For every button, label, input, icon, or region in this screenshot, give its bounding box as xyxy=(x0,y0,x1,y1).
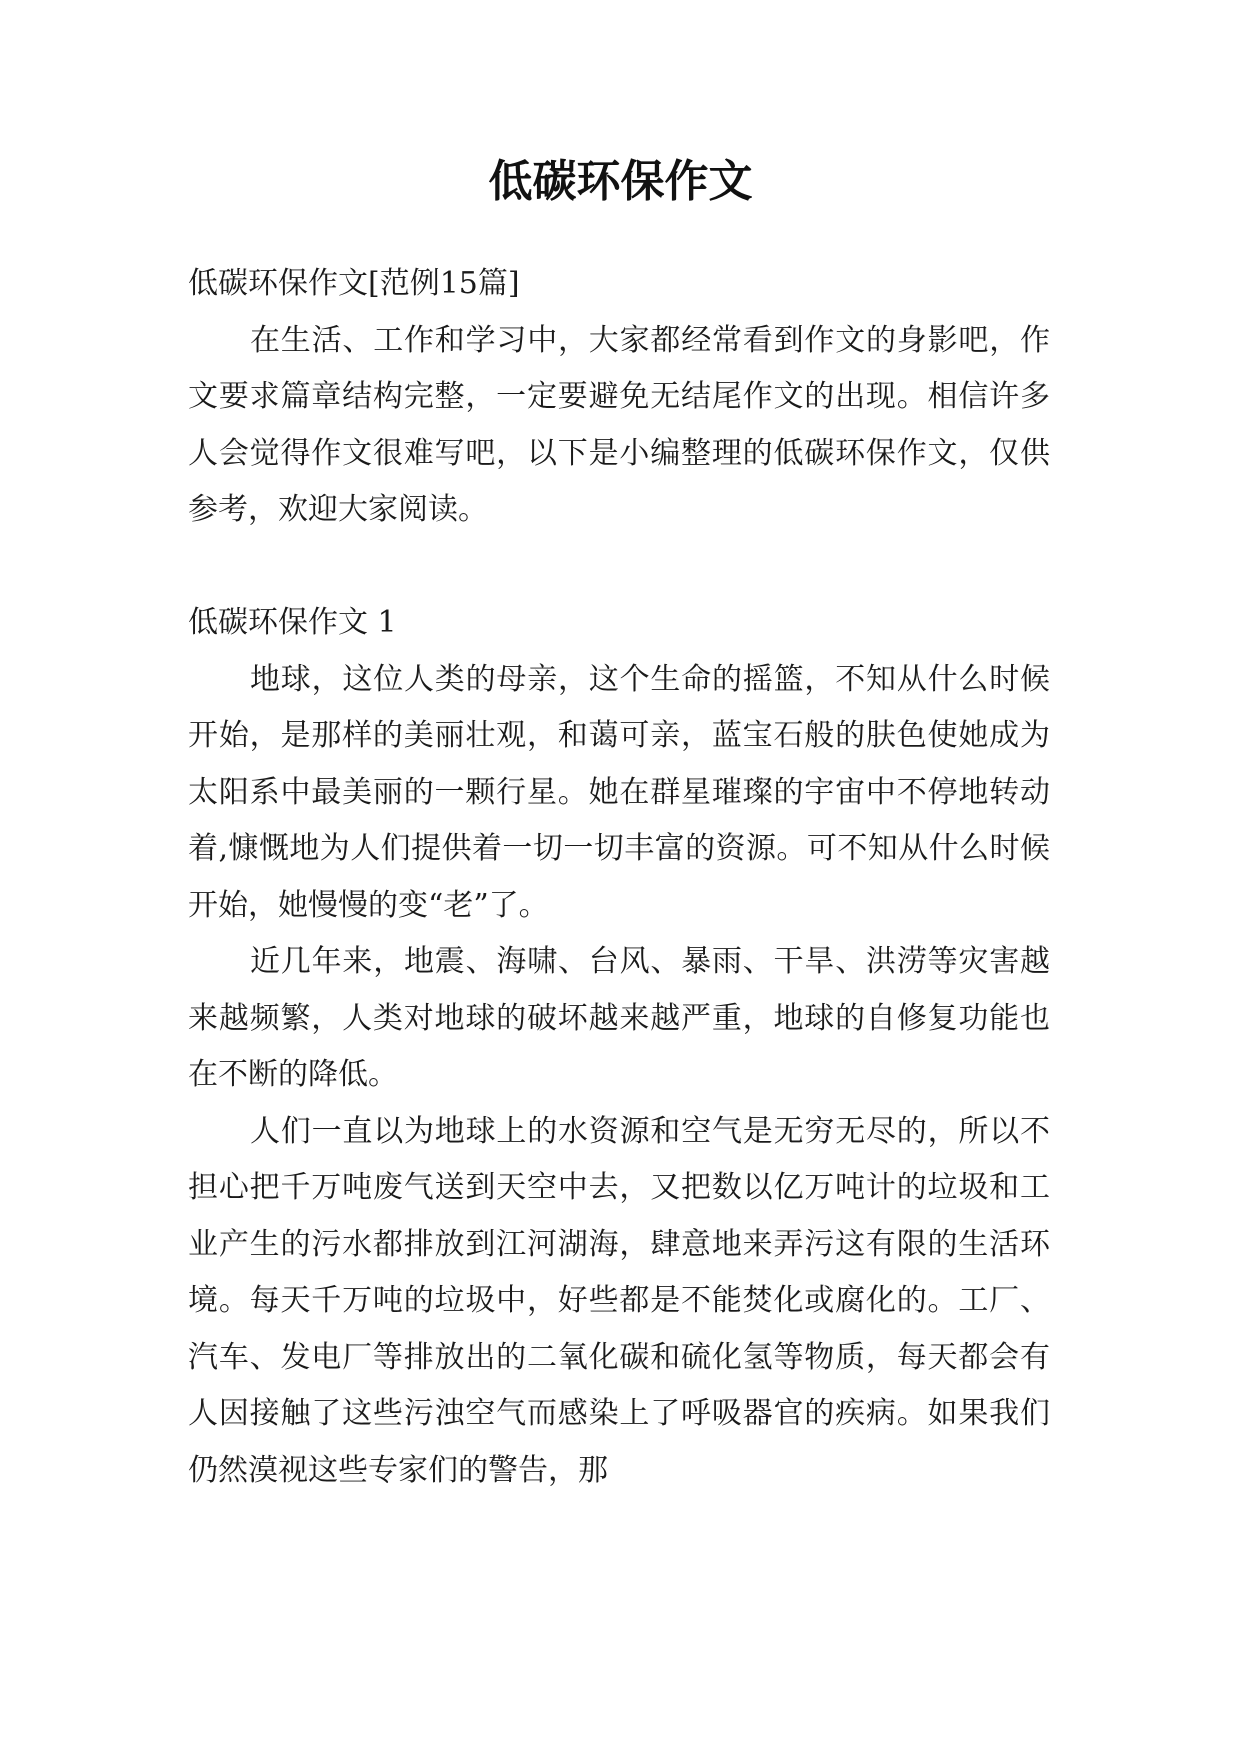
section-spacer xyxy=(188,539,1050,596)
document-title: 低碳环保作文 xyxy=(488,156,753,207)
document-subtitle: 低碳环保作文[范例15篇] xyxy=(188,266,520,301)
document-body xyxy=(188,256,1050,1499)
body-paragraph-1: 地球，这位人类的母亲，这个生命的摇篮，不知从什么时候开始，是那样的美丽壮观，和蔼可亲，蓝宝石般的肤色使她成为太阳系中最美丽的一颗行星。她在群星璀璨的宇宙中不停地转动着,慷慨地为人们提供着一切一切丰富的资源。可不知从什么时候开始，她慢慢的变“老”了。 xyxy=(188,661,1050,923)
body-paragraph-2: 近几年来，地震、海啸、台风、暴雨、干旱、洪涝等灾害越来越频繁，人类对地球的破坏越来越严重，地球的自修复功能也在不断的降低。 xyxy=(188,944,1050,1092)
body-paragraph-3: 人们一直以为地球上的水资源和空气是无穷无尽的，所以不担心把千万吨废气送到天空中去，又把数以亿万吨计的垃圾和工业产生的污水都排放到江河湖海，肆意地来弄污这有限的生活环境。每天千万吨的垃圾中，好些都是不能焚化或腐化的。工厂、汽车、发电厂等排放出的二氧化碳和硫化氢等物质，每天都会有人因接触了这些污浊空气而感染上了呼吸器官的疾病。如果我们仍然漠视这些专家们的警告，那 xyxy=(188,1113,1050,1488)
section-heading: 低碳环保作文 1 xyxy=(188,605,397,640)
intro-paragraph: 在生活、工作和学习中，大家都经常看到作文的身影吧，作文要求篇章结构完整，一定要避免无结尾作文的出现。相信许多人会觉得作文很难写吧，以下是小编整理的低碳环保作文，仅供参考，欢迎大家阅读。 xyxy=(188,322,1050,527)
